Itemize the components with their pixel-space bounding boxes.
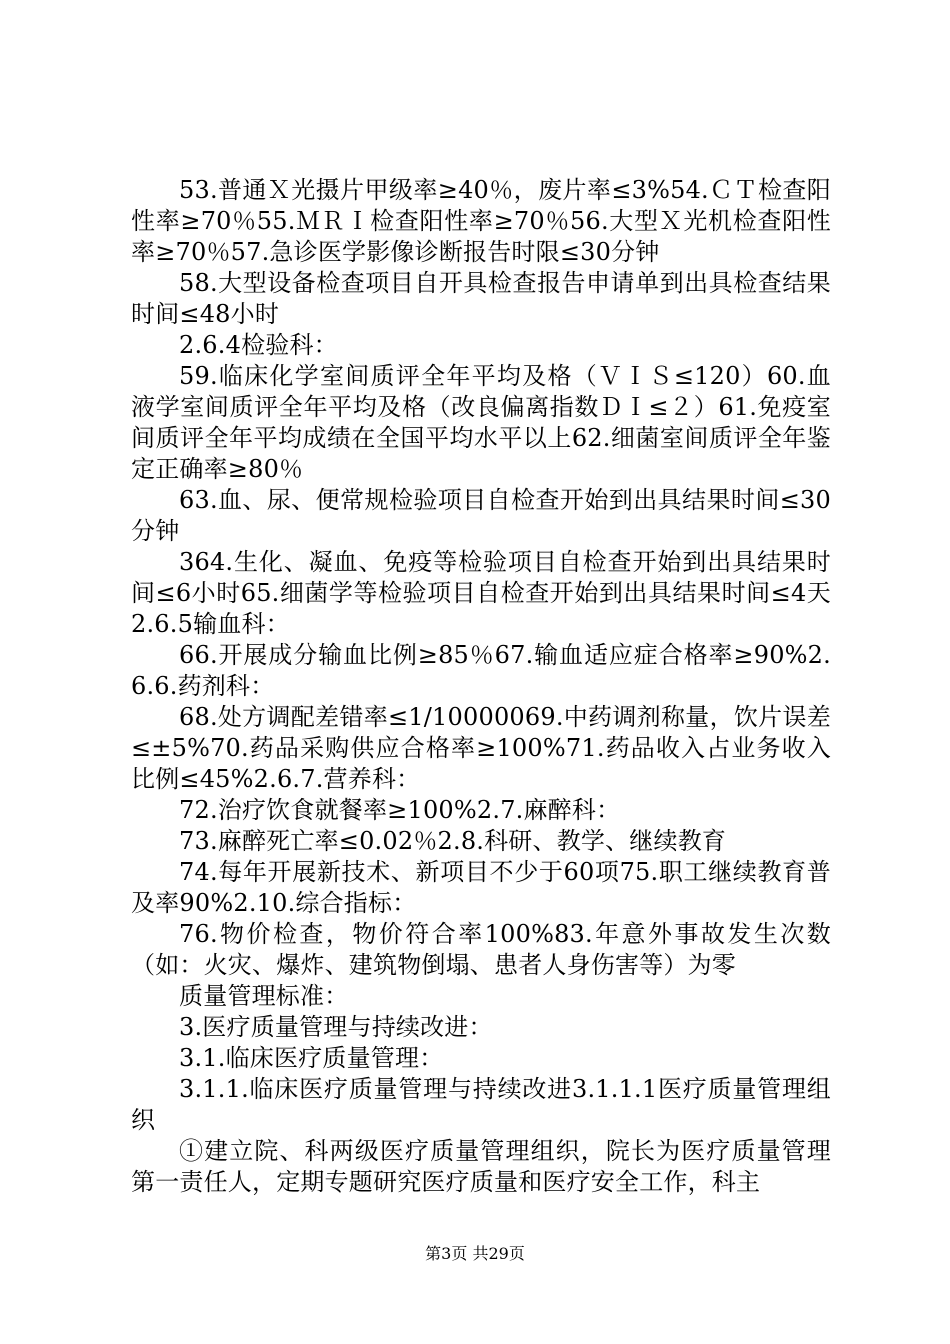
paragraph: 74.每年开展新技术、新项目不少于60项75.职工继续教育普及率90%2.10.综合指标： [131, 858, 831, 917]
paragraph: 59.临床化学室间质评全年平均及格（ＶＩＳ≤120）60.血液学室间质评全年平均及格（改良偏离指数ＤＩ≤２）61.免疫室间质评全年平均成绩在全国平均水平以上62.细菌室间质评全年鉴定正确率≥80％ [131, 362, 831, 483]
paragraph: 3.1.1.临床医疗质量管理与持续改进3.1.1.1医疗质量管理组织 [131, 1075, 831, 1134]
paragraph: 72.治疗饮食就餐率≥100%2.7.麻醉科： [179, 796, 621, 824]
paragraph: 53.普通Ｘ光摄片甲级率≥40％，废片率≤3%54.ＣＴ检查阳性率≥70％55.ＭＲＩ检查阳性率≥70％56.大型Ｘ光机检查阳性率≥70％57.急诊医学影像诊断报告时限≤30分钟 [131, 176, 831, 266]
paragraph: 3.1.临床医疗质量管理： [179, 1044, 444, 1072]
paragraph: 68.处方调配差错率≤1/10000069.中药调剂称量，饮片误差≤±5%70.药品采购供应合格率≥100%71.药品收入占业务收入比例≤45%2.6.7.营养科： [131, 703, 831, 793]
paragraph: 76.物价检查，物价符合率100%83.年意外事故发生次数（如：火灾、爆炸、建筑物倒塌、患者人身伤害等）为零 [131, 920, 831, 979]
paragraph: 63.血、尿、便常规检验项目自检查开始到出具结果时间≤30分钟 [131, 486, 831, 545]
page-number: 第3页 [425, 1244, 468, 1263]
paragraph: 58.大型设备检查项目自开具检查报告申请单到出具检查结果时间≤48小时 [131, 269, 831, 328]
paragraph: 3.医疗质量管理与持续改进： [179, 1013, 493, 1041]
paragraph: 2.6.4检验科： [179, 331, 338, 359]
paragraph: 质量管理标准： [179, 982, 349, 1010]
document-body [131, 175, 831, 1198]
paragraph: 73.麻醉死亡率≤0.02％2.8.科研、教学、继续教育 [179, 827, 727, 855]
page-footer [0, 1243, 950, 1265]
paragraph: 66.开展成分输血比例≥85％67.输血适应症合格率≥90%2.6.6.药剂科： [131, 641, 831, 700]
paragraph: 364.生化、凝血、免疫等检验项目自检查开始到出具结果时间≤6小时65.细菌学等检验项目自检查开始到出具结果时间≤4天2.6.5输血科： [131, 548, 831, 638]
page-total: 共29页 [472, 1244, 525, 1263]
paragraph: ①建立院、科两级医疗质量管理组织，院长为医疗质量管理第一责任人，定期专题研究医疗质量和医疗安全工作，科主 [131, 1137, 831, 1196]
